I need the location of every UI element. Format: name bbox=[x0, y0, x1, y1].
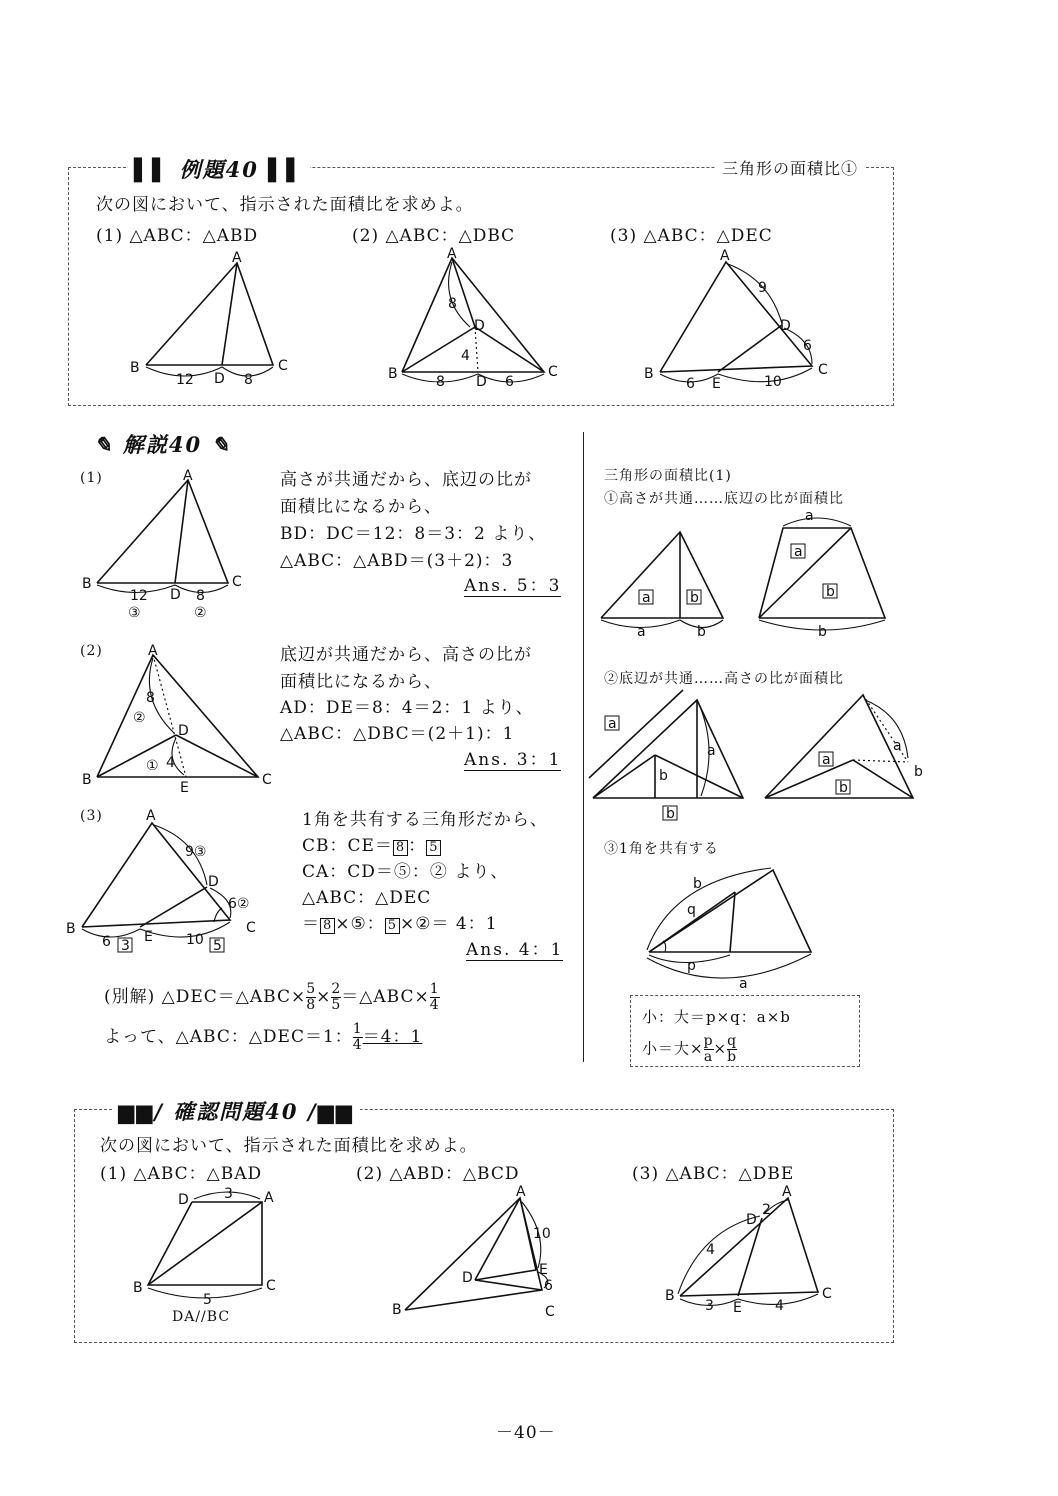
svg-text:9: 9 bbox=[758, 280, 767, 296]
svg-text:D: D bbox=[474, 318, 485, 334]
explanation-figures bbox=[0, 430, 583, 970]
example-fig1 bbox=[130, 250, 288, 388]
svg-text:b: b bbox=[839, 780, 848, 796]
check-fig2 bbox=[392, 1184, 555, 1320]
svg-text:8: 8 bbox=[146, 690, 155, 706]
svg-text:A: A bbox=[146, 808, 156, 824]
explanation-title: ✎ 解説40 ✎ bbox=[88, 429, 237, 459]
svg-text:D: D bbox=[780, 318, 791, 334]
exp1-l2: 面積比になるから、 bbox=[280, 497, 442, 517]
svg-text:D: D bbox=[214, 371, 225, 387]
example-q2: (2) △ABC：△DBC bbox=[352, 226, 516, 246]
svg-text:D: D bbox=[178, 1192, 189, 1208]
svg-text:12: 12 bbox=[130, 588, 148, 604]
svg-text:E: E bbox=[144, 929, 153, 945]
svg-text:E: E bbox=[180, 780, 189, 796]
svg-text:a: a bbox=[637, 624, 646, 640]
svg-text:C: C bbox=[545, 1304, 555, 1320]
formula-line2: 小＝大× $\frac{p}{a}$ × $\frac{q}{b}$ bbox=[642, 1033, 738, 1065]
page-number: －40－ bbox=[496, 1423, 556, 1443]
svg-text:4: 4 bbox=[775, 1298, 784, 1314]
svg-text:9③: 9③ bbox=[185, 844, 207, 860]
svg-text:C: C bbox=[818, 362, 828, 378]
svg-text:A: A bbox=[720, 248, 730, 264]
svg-text:A: A bbox=[148, 643, 158, 659]
svg-text:B: B bbox=[82, 772, 92, 788]
alt-solution-line2: よって、△ABC：△DEC＝1： $\frac{1}{4}$ ＝4：1 bbox=[104, 1021, 423, 1053]
svg-text:8: 8 bbox=[436, 374, 445, 390]
svg-text:A: A bbox=[264, 1190, 274, 1206]
svg-text:b: b bbox=[914, 764, 923, 780]
check-q3: (3) △ABC：△DBE bbox=[632, 1164, 795, 1184]
side-fig2b bbox=[765, 695, 923, 798]
svg-text:①: ① bbox=[146, 758, 159, 774]
svg-text:b: b bbox=[693, 876, 702, 892]
svg-text:A: A bbox=[232, 250, 242, 266]
svg-text:②: ② bbox=[194, 605, 207, 621]
svg-text:10: 10 bbox=[186, 932, 204, 948]
svg-text:C: C bbox=[232, 574, 242, 590]
svg-text:D: D bbox=[462, 1270, 473, 1286]
svg-text:b: b bbox=[666, 806, 675, 822]
svg-text:A: A bbox=[183, 468, 193, 484]
svg-text:E: E bbox=[539, 1262, 548, 1278]
exp2-l1: 底辺が共通だから、高さの比が bbox=[280, 645, 532, 665]
svg-text:D: D bbox=[208, 874, 219, 890]
side-fig1b bbox=[759, 508, 885, 640]
exp2-num: (2) bbox=[80, 643, 103, 659]
svg-text:5: 5 bbox=[213, 938, 222, 954]
svg-text:10: 10 bbox=[533, 1226, 551, 1242]
exp3-l4: △ABC：△DEC bbox=[302, 888, 432, 908]
svg-text:E: E bbox=[712, 376, 721, 392]
exp3-l3: CA：CD＝⑤：② より、 bbox=[302, 862, 509, 882]
svg-text:B: B bbox=[665, 1288, 675, 1304]
svg-text:6: 6 bbox=[686, 376, 695, 392]
side-fig1a bbox=[601, 532, 723, 640]
side-figures bbox=[583, 500, 923, 1000]
exp2-answer: Ans. 3：1 bbox=[464, 745, 561, 771]
svg-text:③: ③ bbox=[128, 605, 141, 621]
svg-text:B: B bbox=[82, 576, 92, 592]
svg-text:C: C bbox=[246, 920, 256, 936]
exp-fig3 bbox=[66, 808, 256, 954]
exp3-num: (3) bbox=[80, 808, 103, 824]
svg-text:D: D bbox=[476, 374, 487, 390]
svg-text:B: B bbox=[644, 366, 654, 382]
exp2-l4: △ABC：△DBC＝(2＋1)：1 bbox=[280, 724, 515, 744]
svg-text:12: 12 bbox=[176, 372, 194, 388]
svg-text:a: a bbox=[739, 976, 748, 992]
svg-text:6: 6 bbox=[505, 374, 514, 390]
svg-text:2: 2 bbox=[762, 1202, 771, 1218]
svg-text:D: D bbox=[170, 587, 181, 603]
example-q3: (3) △ABC：△DEC bbox=[610, 226, 773, 246]
check-note: DA//BC bbox=[172, 1309, 231, 1325]
alt-solution-line1: (別解) △DEC＝△ABC× $\frac{5}{8}$ × $\frac{2}{5}$ ＝△ABC× $\frac{1}{4}$ bbox=[104, 981, 440, 1013]
side-fig2a bbox=[589, 690, 743, 822]
svg-text:D: D bbox=[178, 723, 189, 739]
example-topic: 三角形の面積比① bbox=[716, 156, 864, 179]
example-instruction: 次の図において、指示された面積比を求めよ。 bbox=[96, 195, 474, 215]
check-q1: (1) △ABC：△BAD bbox=[100, 1164, 263, 1184]
svg-text:C: C bbox=[548, 364, 558, 380]
svg-text:a: a bbox=[794, 544, 803, 560]
svg-text:②: ② bbox=[133, 710, 146, 726]
side-title: 三角形の面積比(1) bbox=[604, 468, 732, 484]
svg-text:D: D bbox=[746, 1212, 757, 1228]
example-q1: (1) △ABC：△ABD bbox=[96, 226, 259, 246]
exp2-l3: AD：DE＝8：4＝2：1 より、 bbox=[280, 698, 534, 718]
svg-text:6: 6 bbox=[803, 338, 812, 354]
svg-text:a: a bbox=[707, 743, 716, 759]
exp1-l4: △ABC：△ABD＝(3＋2)：3 bbox=[280, 551, 514, 571]
check-instruction: 次の図において、指示された面積比を求めよ。 bbox=[100, 1136, 478, 1156]
svg-text:b: b bbox=[690, 590, 699, 606]
svg-text:a: a bbox=[893, 738, 902, 754]
svg-text:a: a bbox=[642, 590, 651, 606]
side-rule2: ②底辺が共通……高さの比が面積比 bbox=[604, 671, 844, 687]
svg-text:4: 4 bbox=[706, 1242, 715, 1258]
side-fig3 bbox=[647, 868, 811, 992]
exp1-answer: Ans. 5：3 bbox=[464, 571, 561, 597]
svg-text:C: C bbox=[822, 1286, 832, 1302]
svg-text:E: E bbox=[733, 1300, 742, 1316]
svg-text:B: B bbox=[66, 921, 76, 937]
example-figures bbox=[0, 0, 1058, 420]
example-title: ▌▌ 例題40 ▌▌ bbox=[128, 154, 310, 184]
svg-text:p: p bbox=[687, 958, 696, 974]
check-fig3 bbox=[665, 1184, 832, 1316]
exp3-l2: CB：CE＝ 8 ： 5 bbox=[302, 831, 441, 856]
check-q2: (2) △ABD：△BCD bbox=[356, 1164, 520, 1184]
svg-text:a: a bbox=[608, 716, 617, 732]
example-fig2 bbox=[388, 246, 558, 390]
check-fig1 bbox=[133, 1186, 276, 1308]
exp1-num: (1) bbox=[80, 470, 103, 486]
svg-text:4: 4 bbox=[461, 348, 470, 364]
svg-text:C: C bbox=[262, 772, 272, 788]
svg-text:3: 3 bbox=[224, 1186, 233, 1202]
exp3-l1: 1角を共有する三角形だから、 bbox=[302, 810, 548, 830]
svg-text:B: B bbox=[392, 1302, 402, 1318]
exp1-l3: BD：DC＝12：8＝3：2 より、 bbox=[280, 524, 547, 544]
svg-text:b: b bbox=[826, 584, 835, 600]
svg-text:b: b bbox=[659, 768, 668, 784]
exp-fig1 bbox=[82, 468, 242, 621]
svg-text:6②: 6② bbox=[228, 896, 250, 912]
svg-text:C: C bbox=[278, 358, 288, 374]
side-rule3: ③1角を共有する bbox=[604, 841, 719, 857]
exp3-l5: ＝ 8 ×⑤： 5 ×②＝ 4：1 bbox=[302, 914, 498, 934]
svg-text:A: A bbox=[447, 246, 457, 262]
check-title: ▆▆/ 確認問題40 /▆▆ bbox=[112, 1096, 360, 1126]
svg-text:8: 8 bbox=[448, 296, 457, 312]
svg-text:C: C bbox=[266, 1278, 276, 1294]
exp2-l2: 面積比になるから、 bbox=[280, 672, 442, 692]
svg-text:8: 8 bbox=[244, 372, 253, 388]
formula-line1: 小：大＝p×q：a×b bbox=[642, 1008, 791, 1026]
svg-text:a: a bbox=[805, 508, 814, 524]
svg-text:5: 5 bbox=[203, 1292, 212, 1308]
side-rule1: ①高さが共通……底辺の比が面積比 bbox=[604, 491, 844, 507]
exp-fig2 bbox=[82, 643, 272, 796]
svg-text:B: B bbox=[388, 366, 398, 382]
svg-text:A: A bbox=[782, 1184, 792, 1200]
svg-text:6: 6 bbox=[102, 934, 111, 950]
exp3-answer: Ans. 4：1 bbox=[466, 935, 563, 961]
svg-text:4: 4 bbox=[166, 755, 175, 771]
svg-text:B: B bbox=[130, 360, 140, 376]
svg-text:10: 10 bbox=[764, 374, 782, 390]
svg-text:b: b bbox=[818, 624, 827, 640]
svg-text:q: q bbox=[687, 902, 696, 918]
check-figures bbox=[0, 1180, 1058, 1340]
example-fig3 bbox=[644, 248, 828, 392]
svg-text:8: 8 bbox=[196, 588, 205, 604]
svg-text:A: A bbox=[516, 1184, 526, 1200]
svg-text:3: 3 bbox=[705, 1298, 714, 1314]
svg-text:B: B bbox=[133, 1280, 143, 1296]
svg-text:6: 6 bbox=[544, 1278, 553, 1294]
svg-text:a: a bbox=[822, 752, 831, 768]
svg-text:b: b bbox=[697, 624, 706, 640]
exp1-l1: 高さが共通だから、底辺の比が bbox=[280, 470, 532, 490]
svg-text:3: 3 bbox=[121, 938, 130, 954]
